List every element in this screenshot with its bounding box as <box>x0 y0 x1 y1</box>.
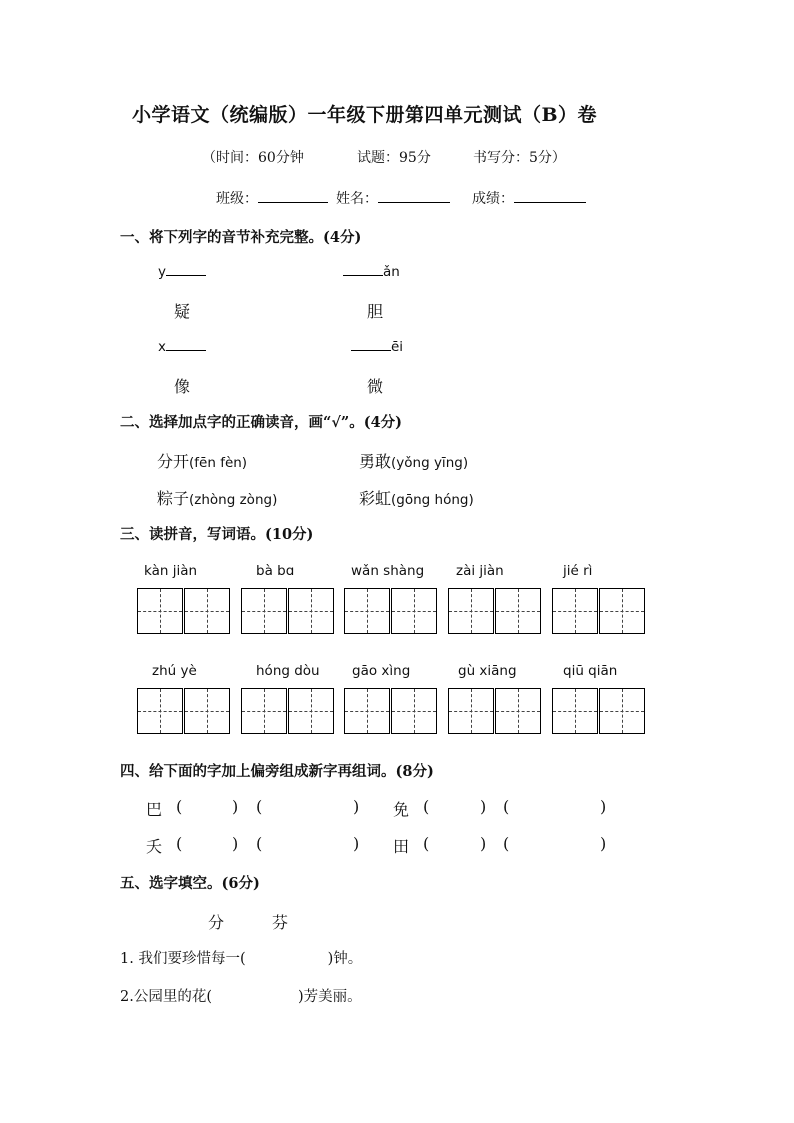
writing-info: 书写分：5分） <box>473 150 566 166</box>
close-paren: ) <box>480 834 487 853</box>
blank-line[interactable] <box>166 275 206 276</box>
writing-grid-cell[interactable] <box>495 688 541 734</box>
pinyin-label: gāo xìng <box>352 663 411 679</box>
section5-heading: 五、选字填空。(6分) <box>120 875 260 892</box>
section4-heading: 四、给下面的字加上偏旁组成新字再组词。(8分) <box>120 763 434 780</box>
writing-grid-cell[interactable] <box>344 588 390 634</box>
question-text: 1. 我们要珍惜每一( <box>120 951 246 967</box>
writing-grid-cell[interactable] <box>288 588 334 634</box>
close-paren: ) <box>232 797 239 816</box>
radical-char: 夭 <box>146 837 163 856</box>
radical-char: 田 <box>393 837 410 856</box>
writing-grid-cell[interactable] <box>552 688 598 734</box>
fill-question-1[interactable] <box>120 947 362 968</box>
choice-word: 粽子 <box>157 489 190 508</box>
page-title: 小学语文（统编版）一年级下册第四单元测试（B）卷 <box>132 104 598 126</box>
close-paren: ) <box>600 797 607 816</box>
section2-heading: 二、选择加点字的正确读音，画“√”。(4分) <box>120 414 403 431</box>
close-paren: ) <box>480 797 487 816</box>
class-field[interactable] <box>216 188 328 208</box>
choice-char: 芬 <box>272 913 289 932</box>
pinyin-blank-2[interactable] <box>343 264 400 280</box>
score-field[interactable] <box>472 188 586 208</box>
choice-item-4[interactable] <box>359 486 474 509</box>
writing-grid-cell[interactable] <box>552 588 598 634</box>
pinyin-prefix: x <box>158 339 166 355</box>
choice-word: 分开 <box>157 452 190 471</box>
writing-grid-cell[interactable] <box>599 588 645 634</box>
char-2: 胆 <box>367 302 384 321</box>
score-label: 成绩： <box>472 191 514 207</box>
choice-options[interactable]: (fēn fèn) <box>189 455 248 471</box>
writing-grid-cell[interactable] <box>137 688 183 734</box>
pinyin-label: gù xiāng <box>458 663 517 679</box>
pinyin-label: zài jiàn <box>456 563 504 579</box>
open-paren: ( <box>423 797 430 816</box>
pinyin-blank-4[interactable] <box>351 339 403 355</box>
close-paren: ) <box>600 834 607 853</box>
writing-grid-cell[interactable] <box>495 588 541 634</box>
question-text: )芳美丽。 <box>298 989 362 1005</box>
writing-grid-cell[interactable] <box>184 588 230 634</box>
char-1: 疑 <box>174 302 191 321</box>
choice-options[interactable]: (zhòng zòng) <box>189 492 278 508</box>
blank-line[interactable] <box>351 350 391 351</box>
writing-grid-cell[interactable] <box>448 588 494 634</box>
pinyin-label: wǎn shàng <box>351 563 425 579</box>
blank-line[interactable] <box>343 275 383 276</box>
choice-item-1[interactable] <box>157 449 247 472</box>
question-text: )钟。 <box>327 951 363 967</box>
writing-grid-cell[interactable] <box>391 588 437 634</box>
pinyin-label: bà bɑ <box>256 563 295 579</box>
choice-options[interactable]: (gōng hóng) <box>391 492 474 508</box>
choice-item-3[interactable] <box>157 486 277 509</box>
close-paren: ) <box>353 834 360 853</box>
section3-heading: 三、读拼音，写词语。(10分) <box>120 526 314 543</box>
choice-word: 彩虹 <box>359 489 392 508</box>
pinyin-suffix: ǎn <box>383 264 400 280</box>
score-blank[interactable] <box>514 202 586 203</box>
writing-grid-cell[interactable] <box>344 688 390 734</box>
choice-item-2[interactable] <box>359 449 468 472</box>
writing-grid-cell[interactable] <box>288 688 334 734</box>
open-paren: ( <box>503 834 510 853</box>
pinyin-label: hóng dòu <box>256 663 320 679</box>
blank-line[interactable] <box>166 350 206 351</box>
pinyin-blank-3[interactable] <box>158 339 206 355</box>
writing-grid-cell[interactable] <box>184 688 230 734</box>
open-paren: ( <box>423 834 430 853</box>
close-paren: ) <box>353 797 360 816</box>
name-blank[interactable] <box>378 202 450 203</box>
choice-char: 分 <box>208 913 225 932</box>
close-paren: ) <box>232 834 239 853</box>
choice-options[interactable]: (yǒng yīng) <box>391 455 469 471</box>
fill-question-2[interactable] <box>120 985 362 1006</box>
radical-char: 免 <box>393 800 410 819</box>
writing-grid-cell[interactable] <box>391 688 437 734</box>
char-4: 微 <box>367 377 384 396</box>
time-info: （时间：60分钟 <box>202 150 304 166</box>
pinyin-label: kàn jiàn <box>144 563 198 579</box>
open-paren: ( <box>503 797 510 816</box>
open-paren: ( <box>176 834 183 853</box>
radical-char: 巴 <box>146 800 163 819</box>
section1-heading: 一、将下列字的音节补充完整。(4分) <box>120 229 362 246</box>
pinyin-label: zhú yè <box>152 663 197 679</box>
class-label: 班级： <box>216 191 258 207</box>
question-text: 2.公园里的花( <box>120 989 212 1005</box>
questions-info: 试题：95分 <box>357 150 431 166</box>
open-paren: ( <box>256 797 263 816</box>
writing-grid-cell[interactable] <box>241 588 287 634</box>
writing-grid-cell[interactable] <box>448 688 494 734</box>
pinyin-label: jié rì <box>563 563 593 579</box>
name-label: 姓名： <box>336 191 378 207</box>
choice-word: 勇敢 <box>359 452 392 471</box>
class-blank[interactable] <box>258 202 328 203</box>
pinyin-prefix: y <box>158 264 166 280</box>
pinyin-blank-1[interactable] <box>158 264 206 280</box>
writing-grid-cell[interactable] <box>241 688 287 734</box>
pinyin-suffix: ēi <box>391 339 404 355</box>
name-field[interactable] <box>336 188 450 208</box>
writing-grid-cell[interactable] <box>599 688 645 734</box>
char-3: 像 <box>174 377 191 396</box>
open-paren: ( <box>256 834 263 853</box>
writing-grid-cell[interactable] <box>137 588 183 634</box>
pinyin-label: qiū qiān <box>563 663 618 679</box>
open-paren: ( <box>176 797 183 816</box>
